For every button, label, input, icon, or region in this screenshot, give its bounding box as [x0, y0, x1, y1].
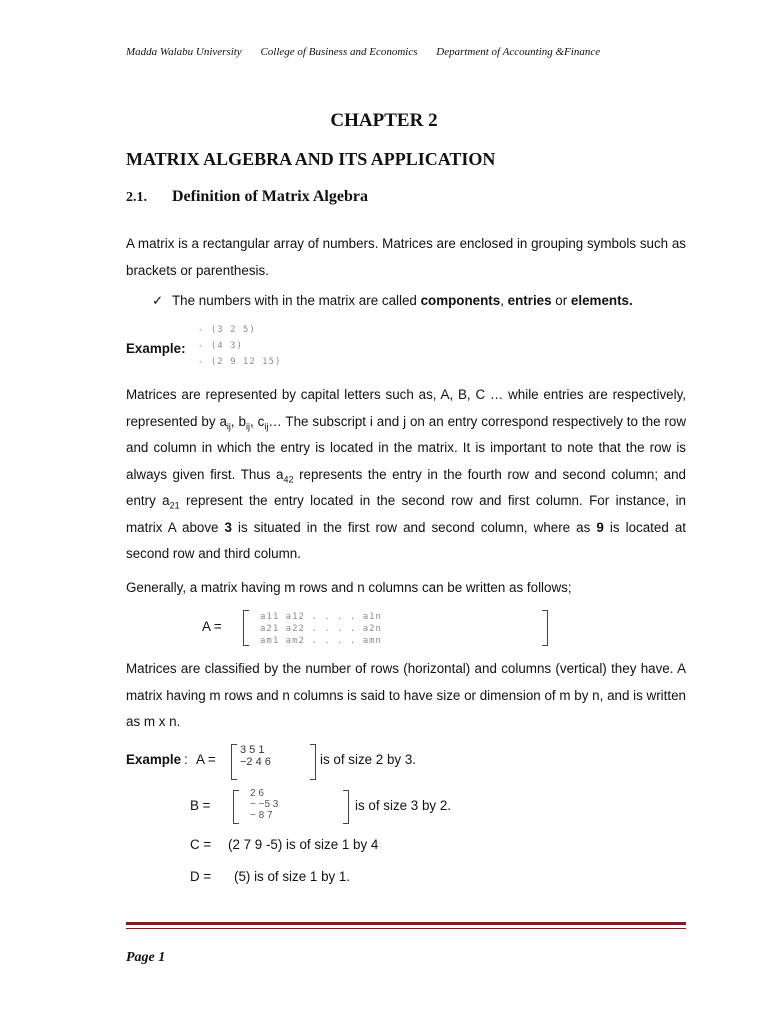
general-sentence: Generally, a matrix having m rows and n columns can be written as follows; — [126, 580, 572, 595]
text: Matrices are represented by capital letters such as, A, B, C … while entries are respectively, represented by a — [126, 387, 686, 429]
header-college: College of Business and Economics — [260, 46, 418, 58]
matrix-a-body — [240, 744, 271, 768]
matrix-b-size: is of size 3 by 2. — [355, 798, 452, 813]
matrix-d-desc: (5) is of size 1 by 1. — [234, 869, 351, 884]
bold-value: 3 — [224, 519, 232, 535]
term-components: components — [420, 293, 501, 308]
subscript: ij — [226, 421, 231, 432]
left-bracket — [243, 610, 249, 646]
example-colon: : — [184, 752, 188, 767]
matrix-c-label: C = — [190, 837, 212, 852]
page-number: Page 1 — [126, 950, 166, 965]
size-paragraph: Matrices are classified by the number of rows (horizontal) and columns (vertical) they have. A matrix having m rows and n columns is said to have size or dimension of m by n, and is written as m x n. — [126, 661, 686, 729]
chapter-heading: CHAPTER 2 — [330, 110, 438, 131]
text: represent the entry located in the second row and first column. For instance, in matrix A above — [126, 493, 687, 535]
matrix-row: − 8 7 — [250, 810, 273, 821]
example-row: - (2 9 12 15) — [198, 357, 282, 367]
subscript: 42 — [283, 474, 294, 485]
matrix-row: am1 am2 . . . . amn — [260, 636, 382, 646]
left-bracket — [233, 790, 239, 824]
matrix-row: 2 6 — [250, 788, 264, 799]
left-bracket — [231, 744, 237, 780]
right-bracket — [310, 744, 316, 780]
matrix-b-body — [250, 788, 278, 821]
section-title: Definition of Matrix Algebra — [172, 188, 368, 205]
matrix-d-label: D = — [190, 869, 212, 884]
text: represents the entry in the fourth row and second column; and entry a — [126, 466, 686, 508]
text: is situated in the first row and second column, where as — [232, 519, 597, 535]
example-row: - (4 3) — [198, 341, 243, 351]
matrix-row: − −5 3 — [250, 799, 279, 810]
matrix-row: a21 a22 . . . . a2n — [260, 624, 382, 634]
matrix-row: a11 a12 . . . . a1n — [260, 612, 382, 622]
subscript: 21 — [169, 500, 180, 511]
header-department: Department of Accounting &Finance — [436, 46, 601, 58]
matrix-row: 3 5 1 — [240, 744, 265, 756]
footer-rule — [126, 922, 686, 925]
matrix-row: −2 4 6 — [240, 756, 271, 768]
header-university: Madda Walabu University — [126, 46, 242, 58]
checkmark-icon: ✓ — [152, 294, 164, 309]
term-entries: entries — [507, 293, 552, 308]
right-bracket — [542, 610, 548, 646]
representation-paragraph — [126, 382, 686, 568]
general-matrix-body — [260, 611, 382, 647]
section-number: 2.1. — [126, 190, 147, 205]
text: , c — [250, 413, 265, 429]
example2-label: Example — [126, 752, 182, 767]
bullet-text: The numbers with in the matrix are called — [172, 293, 421, 308]
term-elements: elements. — [570, 293, 633, 308]
matrix-a-size: is of size 2 by 3. — [320, 752, 417, 767]
subscript: ij — [264, 421, 269, 432]
footer-rule-thin — [126, 928, 686, 929]
matrix-b-label: B = — [190, 798, 211, 813]
running-header — [126, 46, 616, 58]
example-matrices — [198, 324, 281, 368]
example-row: - (3 2 5) — [198, 325, 256, 335]
bullet-item — [152, 293, 633, 309]
matrix-a-label: A = — [196, 752, 216, 767]
section-heading — [126, 188, 368, 206]
text: is located at second row and third column. — [126, 519, 686, 561]
text: , b — [230, 413, 246, 429]
matrix-c-desc: (2 7 9 -5) is of size 1 by 4 — [228, 837, 379, 852]
bold-value: 9 — [596, 519, 604, 535]
chapter-title: MATRIX ALGEBRA AND ITS APPLICATION — [126, 149, 496, 169]
bullet-sep: or — [551, 293, 571, 308]
bullet-sep: , — [500, 293, 508, 308]
right-bracket — [343, 790, 349, 824]
example-label: Example: — [126, 341, 186, 356]
general-matrix-label: A = — [202, 619, 222, 634]
text: … The subscript i and j on an entry correspond respectively to the row and column in which the entry is located in the matrix. It is important to note that the row is always given first. Thus a — [126, 413, 687, 482]
intro-paragraph: A matrix is a rectangular array of numbers. Matrices are enclosed in grouping symbols such as brackets or parenthesis. — [126, 236, 686, 278]
subscript: ij — [246, 421, 250, 432]
